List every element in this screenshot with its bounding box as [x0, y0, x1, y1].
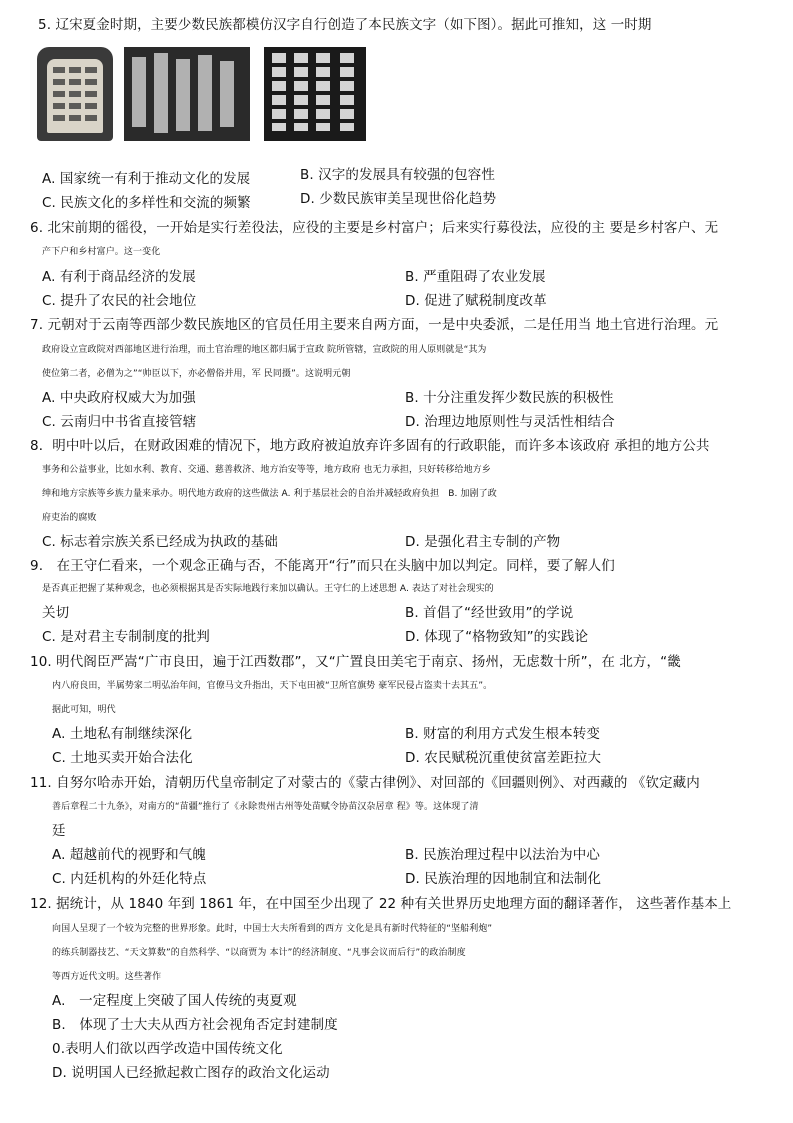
q11-option-d[interactable]: D. 民族治理的因地制宜和法制化: [405, 871, 602, 887]
question-12-stem-line-4: 等西方近代文明。这些著作: [52, 972, 162, 982]
q7-option-c[interactable]: C. 云南归中书省直接管辖: [42, 414, 197, 430]
q11-option-a[interactable]: A. 超越前代的视野和气魄: [52, 847, 206, 863]
q6-option-c[interactable]: C. 提升了农民的社会地位: [42, 293, 197, 309]
question-8-stem-line-2: 事务和公益事业，比如水利、教育、交通、慈善救济、地方治安等等，地方政府 也无力承担，只好转移给地方乡: [42, 465, 491, 475]
question-6-stem-line-1: 6. 北宋前期的徭役，一开始是实行差役法，应役的主要是乡村富户；后来实行募役法，应役的主 要是乡村客户、无: [30, 220, 719, 236]
question-7-stem-line-2: 政府设立宣政院对西部地区进行治理，而土官治理的地区都归属于宣政 院所管辖，宣政院的用人原则就是“其为: [42, 345, 487, 355]
question-12-stem-line-1: 12. 据统计，从 1840 年到 1861 年，在中国至少出现了 22 种有关世界历史地理方面的翻译著作， 这些著作基本上: [30, 896, 732, 912]
question-11-stem-line-2: 善后章程二十九条》，对南方的“苗疆”推行了《永除贵州古州等处苗赋令协苗汉杂居章 程》等。这体现了清: [52, 802, 479, 812]
question-11-stem-line-3: 廷: [52, 823, 66, 839]
question-10-stem-line-2: 内八府良田，半属势家二明弘治年间，官僚马文升指出，天下屯田被“卫所官旗势 豪军民侵占盗卖十去其五”。: [52, 681, 493, 691]
q10-option-b[interactable]: B. 财富的利用方式发生根本转变: [405, 726, 600, 742]
q9-option-c[interactable]: C. 是对君主专制制度的批判: [42, 629, 210, 645]
q12-option-d[interactable]: D. 说明国人已经掀起救亡图存的政治文化运动: [52, 1065, 330, 1081]
q9-option-d[interactable]: D. 体现了“格物致知”的实践论: [405, 629, 589, 645]
q7-option-d[interactable]: D. 治理边地原则性与灵活性相结合: [405, 414, 615, 430]
q6-option-b[interactable]: B. 严重阻碍了农业发展: [405, 269, 546, 285]
question-9-stem-line-1: 9. 在王守仁看来，一个观念正确与否，不能离开“行”而只在头脑中加以判定。同样，要了解人们: [30, 558, 615, 574]
q12-option-b[interactable]: B. 体现了士大夫从西方社会视角否定封建制度: [52, 1017, 338, 1033]
q10-option-d[interactable]: D. 农民赋税沉重使贫富差距拉大: [405, 750, 602, 766]
question-10-stem-line-3: 据此可知，明代: [52, 705, 116, 715]
question-10-stem-line-1: 10. 明代阁臣严嵩“广市良田，遍于江西数郡”，又“广置良田美宅于南京、扬州，无虑数十所”，在 北方，“畿: [30, 654, 681, 670]
q7-option-b[interactable]: B. 十分注重发挥少数民族的积极性: [405, 390, 614, 406]
inscription-rubbing-image: [264, 47, 366, 141]
q5-option-a[interactable]: A. 国家统一有利于推动文化的发展: [42, 171, 251, 187]
q10-option-c[interactable]: C. 土地买卖开始合法化: [52, 750, 193, 766]
question-9-stem-line-2: 是否真正把握了某种观念，也必须根据其是否实际地践行来加以确认。王守仁的上述思想 A. 表达了对社会现实的: [42, 584, 494, 594]
question-8-stem-line-3: 绅和地方宗族等乡族力量来承办。明代地方政府的这些做法 A. 利于基层社会的自治并减轻政府负担 B. 加剧了政: [42, 489, 497, 499]
q6-option-d[interactable]: D. 促进了赋税制度改革: [405, 293, 547, 309]
q5-option-b[interactable]: B. 汉字的发展具有较强的包容性: [300, 167, 495, 183]
q5-option-c[interactable]: C. 民族文化的多样性和交流的频繁: [42, 195, 251, 211]
question-7-stem-line-1: 7. 元朝对于云南等西部少数民族地区的官员任用主要来自两方面，一是中央委派，二是任用当 地土官进行治理。元: [30, 317, 719, 333]
question-12-stem-line-3: 的练兵制器技艺、“天文算数”的自然科学、“以商贾为 本计”的经济制度、“凡事会议而后行”的政治制度: [52, 948, 466, 958]
q12-option-a[interactable]: A. 一定程度上突破了国人传统的夷夏观: [52, 993, 297, 1009]
q11-option-b[interactable]: B. 民族治理过程中以法治为中心: [405, 847, 600, 863]
stone-tablet-image: [37, 47, 113, 141]
q8-option-d[interactable]: D. 是强化君主专制的产物: [405, 534, 561, 550]
question-9-stem-line-3: 关切: [42, 605, 70, 621]
question-8-stem-line-1: 8．明中叶以后，在财政困难的情况下，地方政府被迫放弃许多固有的行政职能，而许多本该政府 承担的地方公共: [30, 438, 710, 454]
question-6-stem-line-2: 产下户和乡村富户。这一变化: [42, 247, 161, 257]
q9-option-b[interactable]: B. 首倡了“经世致用”的学说: [405, 605, 574, 621]
q5-option-d[interactable]: D. 少数民族审美呈现世俗化趋势: [300, 191, 497, 207]
q6-option-a[interactable]: A. 有利于商品经济的发展: [42, 269, 196, 285]
question-5-stem: 5. 辽宋夏金时期，主要少数民族都模仿汉字自行创造了本民族文字（如下图）。据此可推知，这 一时期: [38, 17, 652, 33]
q10-option-a[interactable]: A. 土地私有制继续深化: [52, 726, 193, 742]
q7-option-a[interactable]: A. 中央政府权威大为加强: [42, 390, 196, 406]
q11-option-c[interactable]: C. 内廷机构的外廷化特点: [52, 871, 207, 887]
question-8-stem-line-4: 府吏治的腐败: [42, 513, 97, 523]
question-7-stem-line-3: 使位第二者，必僧为之”“帅臣以下，亦必僧俗并用，军 民同摄”。这说明元朝: [42, 369, 351, 379]
q8-option-c[interactable]: C. 标志着宗族关系已经成为执政的基础: [42, 534, 278, 550]
question-11-stem-line-1: 11. 自努尔哈赤开始，清朝历代皇帝制定了对蒙古的《蒙古律例》、对回部的《回疆则例》、对西藏的 《钦定藏内: [30, 775, 700, 791]
q12-option-c[interactable]: 0.表明人们欲以西学改造中国传统文化: [52, 1041, 283, 1057]
ink-rubbing-image: [124, 47, 250, 141]
question-12-stem-line-2: 向国人呈现了一个较为完整的世界形象。此时，中国士大夫所看到的西方 文化是具有新时代特征的“坚船利炮”: [52, 924, 493, 934]
